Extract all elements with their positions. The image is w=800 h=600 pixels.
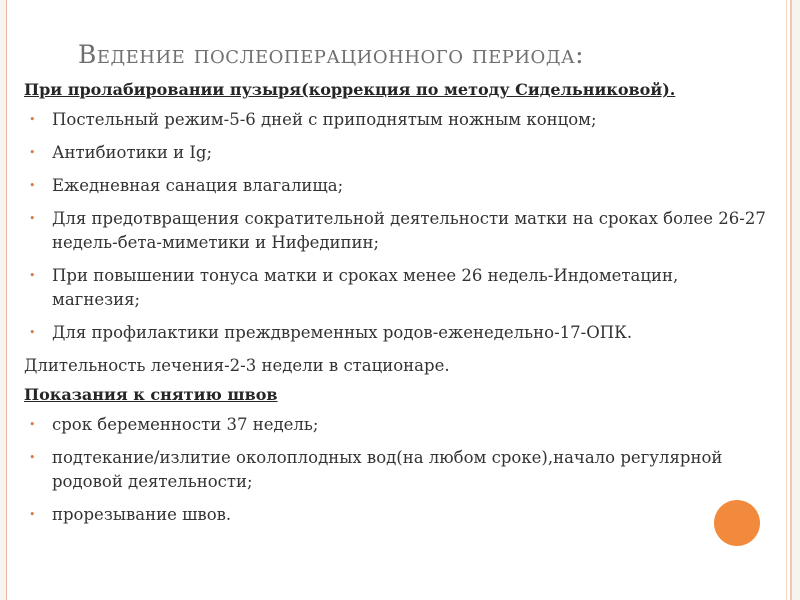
bullet-icon: • <box>29 451 36 464</box>
duration-text: Длительность лечения-2-3 недели в стационаре. <box>24 356 450 375</box>
list-item <box>24 108 769 132</box>
list-item <box>24 446 769 494</box>
list-item-text: Для профилактики преждвременных родов-еженедельно-17-ОПК. <box>52 323 633 342</box>
bullet-icon: • <box>29 326 36 339</box>
list-item <box>24 141 769 165</box>
section1-list <box>24 108 769 345</box>
slide-border-line-inner <box>786 0 787 600</box>
section2-list <box>24 413 769 527</box>
slide-border-line <box>790 0 792 600</box>
list-item-text: срок беременности 37 недель; <box>52 415 319 434</box>
section1-heading: При пролабировании пузыря(коррекция по методу Сидельниковой). <box>24 80 676 99</box>
list-item-text: Антибиотики и Ig; <box>52 143 213 162</box>
list-item-text: Для предотвращения сократительной деятельности матки на сроках более 26-27 недель-бета-миметики и Нифедипин; <box>52 209 766 252</box>
slide-title: Ведение послеоперационного периода: <box>78 40 585 69</box>
bullet-icon: • <box>29 146 36 159</box>
bullet-icon: • <box>29 418 36 431</box>
bullet-icon: • <box>29 113 36 126</box>
list-item-text: Ежедневная санация влагалища; <box>52 176 344 195</box>
bullet-icon: • <box>29 508 36 521</box>
list-item-text: Постельный режим-5-6 дней с приподнятым ножным концом; <box>52 110 597 129</box>
bullet-icon: • <box>29 179 36 192</box>
slide-content <box>24 80 769 536</box>
list-item <box>24 174 769 198</box>
list-item <box>24 413 769 437</box>
list-item <box>24 503 769 527</box>
bullet-icon: • <box>29 269 36 282</box>
list-item <box>24 264 769 312</box>
list-item-text: При повышении тонуса матки и сроках менее 26 недель-Индометацин, магнезия; <box>52 266 679 309</box>
bullet-icon: • <box>29 212 36 225</box>
section2-heading: Показания к снятию швов <box>24 385 278 404</box>
list-item <box>24 207 769 255</box>
decorative-circle <box>714 500 760 546</box>
list-item-text: прорезывание швов. <box>52 505 232 524</box>
list-item <box>24 321 769 345</box>
list-item-text: подтекание/излитие околоплодных вод(на любом сроке),начало регулярной родовой деятельности; <box>52 448 723 491</box>
